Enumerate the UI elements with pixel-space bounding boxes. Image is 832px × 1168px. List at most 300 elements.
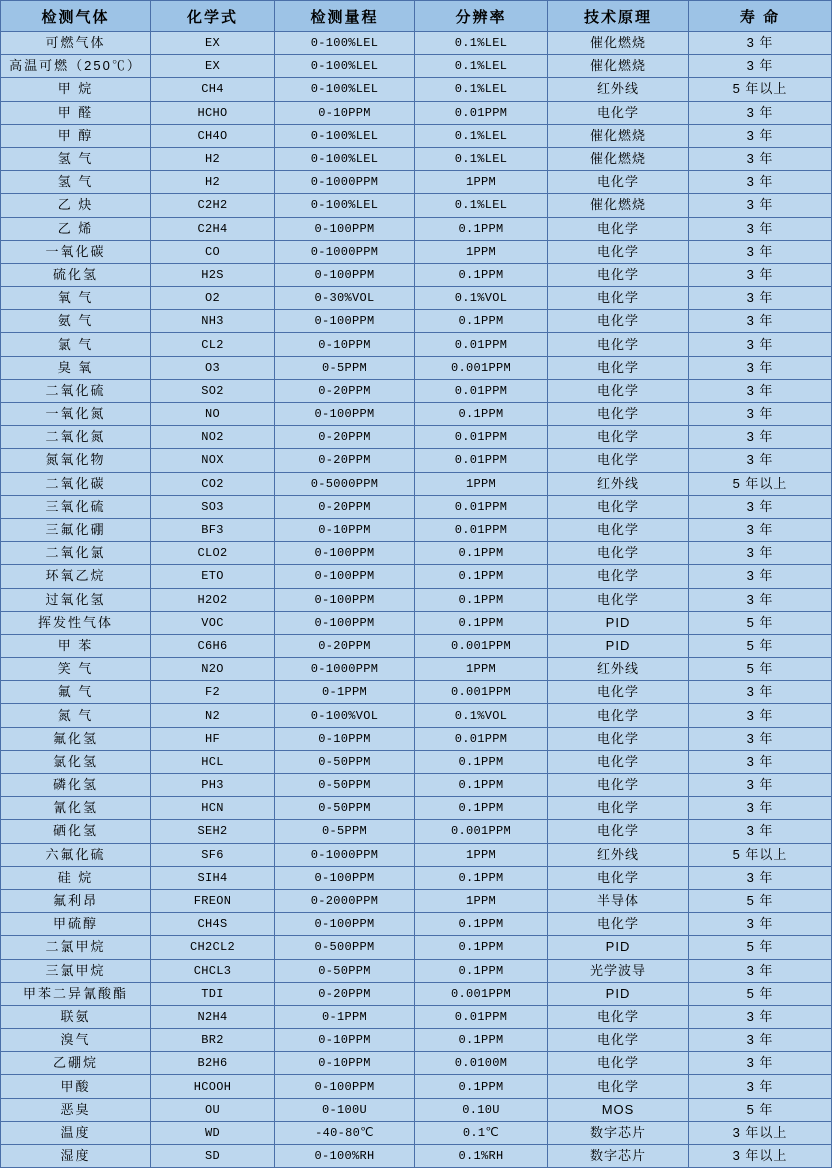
cell-life: 3 年 (689, 356, 832, 379)
cell-resolution: 0.1PPM (415, 310, 548, 333)
cell-formula: B2H6 (151, 1052, 275, 1075)
cell-resolution: 0.001PPM (415, 982, 548, 1005)
cell-life: 3 年 (689, 681, 832, 704)
cell-formula: C2H2 (151, 194, 275, 217)
cell-life: 3 年 (689, 704, 832, 727)
cell-life: 3 年 (689, 518, 832, 541)
cell-gas-name: 笑 气 (1, 658, 151, 681)
cell-principle: 电化学 (548, 565, 689, 588)
cell-gas-name: 甲酸 (1, 1075, 151, 1098)
cell-principle: 电化学 (548, 797, 689, 820)
cell-gas-name: 氨 气 (1, 310, 151, 333)
cell-range: 0-100U (275, 1098, 415, 1121)
cell-range: 0-100PPM (275, 310, 415, 333)
cell-life: 3 年 (689, 774, 832, 797)
cell-range: 0-20PPM (275, 379, 415, 402)
cell-formula: N2 (151, 704, 275, 727)
cell-life: 3 年 (689, 124, 832, 147)
cell-gas-name: 甲硫醇 (1, 913, 151, 936)
cell-life: 5 年 (689, 936, 832, 959)
cell-principle: 电化学 (548, 403, 689, 426)
cell-range: 0-100%LEL (275, 55, 415, 78)
cell-resolution: 0.1PPM (415, 588, 548, 611)
cell-formula: SD (151, 1145, 275, 1168)
cell-principle: 电化学 (548, 1075, 689, 1098)
cell-gas-name: 过氧化氢 (1, 588, 151, 611)
cell-formula: EX (151, 55, 275, 78)
table-row (1, 379, 832, 402)
cell-range: 0-100PPM (275, 866, 415, 889)
cell-resolution: 0.1PPM (415, 263, 548, 286)
cell-formula: SO2 (151, 379, 275, 402)
cell-range: 0-20PPM (275, 982, 415, 1005)
cell-principle: 电化学 (548, 727, 689, 750)
cell-resolution: 0.1PPM (415, 565, 548, 588)
cell-principle: 电化学 (548, 704, 689, 727)
cell-life: 3 年 (689, 565, 832, 588)
cell-range: 0-100PPM (275, 588, 415, 611)
cell-resolution: 0.001PPM (415, 634, 548, 657)
cell-principle: 红外线 (548, 843, 689, 866)
cell-range: 0-5PPM (275, 356, 415, 379)
cell-gas-name: 臭 氧 (1, 356, 151, 379)
cell-principle: 电化学 (548, 518, 689, 541)
cell-range: 0-50PPM (275, 750, 415, 773)
cell-formula: HF (151, 727, 275, 750)
cell-resolution: 0.1PPM (415, 866, 548, 889)
cell-principle: PID (548, 982, 689, 1005)
cell-principle: PID (548, 634, 689, 657)
cell-gas-name: 甲 醇 (1, 124, 151, 147)
cell-principle: MOS (548, 1098, 689, 1121)
column-header-gas: 检测气体 (1, 1, 151, 32)
cell-resolution: 0.1%LEL (415, 124, 548, 147)
table-row (1, 634, 832, 657)
cell-resolution: 0.10U (415, 1098, 548, 1121)
cell-principle: 电化学 (548, 542, 689, 565)
cell-gas-name: 乙 烯 (1, 217, 151, 240)
table-row (1, 1005, 832, 1028)
cell-principle: 电化学 (548, 333, 689, 356)
cell-principle: 电化学 (548, 866, 689, 889)
table-row (1, 982, 832, 1005)
cell-gas-name: 二氧化氮 (1, 426, 151, 449)
cell-resolution: 0.01PPM (415, 495, 548, 518)
column-header-principle: 技术原理 (548, 1, 689, 32)
table-row (1, 124, 832, 147)
cell-resolution: 0.01PPM (415, 333, 548, 356)
cell-resolution: 0.01PPM (415, 727, 548, 750)
cell-range: 0-100PPM (275, 913, 415, 936)
cell-gas-name: 氰化氢 (1, 797, 151, 820)
table-row (1, 78, 832, 101)
cell-resolution: 0.1%LEL (415, 32, 548, 55)
cell-principle: 电化学 (548, 240, 689, 263)
cell-formula: F2 (151, 681, 275, 704)
cell-formula: CO (151, 240, 275, 263)
cell-range: 0-100%LEL (275, 124, 415, 147)
cell-gas-name: 硒化氢 (1, 820, 151, 843)
cell-formula: BF3 (151, 518, 275, 541)
cell-range: 0-20PPM (275, 495, 415, 518)
cell-formula: NO (151, 403, 275, 426)
cell-gas-name: 硫化氢 (1, 263, 151, 286)
cell-gas-name: 二氧化硫 (1, 379, 151, 402)
cell-resolution: 0.1%LEL (415, 194, 548, 217)
cell-life: 3 年 (689, 727, 832, 750)
cell-principle: 电化学 (548, 774, 689, 797)
cell-principle: 红外线 (548, 78, 689, 101)
cell-gas-name: 氯 气 (1, 333, 151, 356)
cell-range: 0-100%LEL (275, 78, 415, 101)
cell-formula: HCHO (151, 101, 275, 124)
cell-formula: OU (151, 1098, 275, 1121)
cell-range: 0-100%LEL (275, 147, 415, 170)
cell-resolution: 0.1PPM (415, 1075, 548, 1098)
table-row (1, 426, 832, 449)
cell-life: 5 年 (689, 611, 832, 634)
cell-principle: 催化燃烧 (548, 194, 689, 217)
cell-principle: 电化学 (548, 681, 689, 704)
cell-gas-name: 高温可燃（250℃） (1, 55, 151, 78)
table-row (1, 1029, 832, 1052)
cell-range: 0-100PPM (275, 263, 415, 286)
cell-principle: 红外线 (548, 472, 689, 495)
table-row (1, 727, 832, 750)
cell-gas-name: 乙硼烷 (1, 1052, 151, 1075)
table-row (1, 101, 832, 124)
cell-gas-name: 温度 (1, 1121, 151, 1144)
table-row (1, 820, 832, 843)
cell-life: 3 年 (689, 449, 832, 472)
cell-resolution: 0.001PPM (415, 820, 548, 843)
cell-range: 0-10PPM (275, 333, 415, 356)
cell-resolution: 0.1PPM (415, 217, 548, 240)
cell-principle: 电化学 (548, 588, 689, 611)
cell-resolution: 1PPM (415, 472, 548, 495)
cell-formula: C2H4 (151, 217, 275, 240)
cell-range: 0-10PPM (275, 101, 415, 124)
cell-life: 3 年 (689, 379, 832, 402)
cell-formula: N2O (151, 658, 275, 681)
cell-principle: 电化学 (548, 495, 689, 518)
cell-principle: 电化学 (548, 1005, 689, 1028)
cell-range: 0-1PPM (275, 1005, 415, 1028)
cell-life: 5 年 (689, 889, 832, 912)
cell-principle: 催化燃烧 (548, 32, 689, 55)
cell-formula: CH2CL2 (151, 936, 275, 959)
cell-life: 5 年 (689, 658, 832, 681)
cell-principle: 电化学 (548, 263, 689, 286)
cell-formula: CH4 (151, 78, 275, 101)
cell-life: 3 年 (689, 542, 832, 565)
cell-life: 3 年以上 (689, 1145, 832, 1168)
cell-gas-name: 氢 气 (1, 147, 151, 170)
cell-gas-name: 一氧化氮 (1, 403, 151, 426)
table-row (1, 889, 832, 912)
cell-life: 3 年 (689, 1005, 832, 1028)
cell-resolution: 0.1℃ (415, 1121, 548, 1144)
table-row (1, 310, 832, 333)
cell-formula: TDI (151, 982, 275, 1005)
cell-formula: CLO2 (151, 542, 275, 565)
cell-principle: 电化学 (548, 101, 689, 124)
table-row (1, 194, 832, 217)
cell-gas-name: 环氧乙烷 (1, 565, 151, 588)
cell-life: 3 年 (689, 1029, 832, 1052)
cell-gas-name: 湿度 (1, 1145, 151, 1168)
cell-resolution: 0.1PPM (415, 1029, 548, 1052)
table-row (1, 959, 832, 982)
cell-life: 3 年 (689, 101, 832, 124)
cell-resolution: 0.1PPM (415, 611, 548, 634)
cell-resolution: 1PPM (415, 843, 548, 866)
table-row (1, 263, 832, 286)
cell-formula: HCL (151, 750, 275, 773)
cell-resolution: 0.1PPM (415, 797, 548, 820)
cell-gas-name: 甲 烷 (1, 78, 151, 101)
cell-range: 0-50PPM (275, 797, 415, 820)
table-row (1, 1052, 832, 1075)
cell-range: 0-1000PPM (275, 240, 415, 263)
cell-formula: NO2 (151, 426, 275, 449)
cell-gas-name: 三氯甲烷 (1, 959, 151, 982)
cell-formula: O3 (151, 356, 275, 379)
cell-principle: 电化学 (548, 356, 689, 379)
cell-formula: HCOOH (151, 1075, 275, 1098)
table-row (1, 472, 832, 495)
cell-principle: 催化燃烧 (548, 124, 689, 147)
cell-life: 3 年 (689, 147, 832, 170)
cell-life: 5 年以上 (689, 472, 832, 495)
table-row (1, 913, 832, 936)
cell-life: 3 年 (689, 866, 832, 889)
cell-principle: 红外线 (548, 658, 689, 681)
cell-life: 3 年 (689, 55, 832, 78)
table-row (1, 1145, 832, 1168)
cell-formula: SIH4 (151, 866, 275, 889)
table-header-row (1, 1, 832, 32)
cell-range: 0-20PPM (275, 426, 415, 449)
cell-formula: EX (151, 32, 275, 55)
cell-range: 0-100PPM (275, 217, 415, 240)
cell-formula: CH4S (151, 913, 275, 936)
cell-resolution: 0.1%RH (415, 1145, 548, 1168)
cell-range: 0-10PPM (275, 518, 415, 541)
cell-life: 3 年以上 (689, 1121, 832, 1144)
table-row (1, 542, 832, 565)
cell-resolution: 1PPM (415, 658, 548, 681)
table-row (1, 936, 832, 959)
table-row (1, 704, 832, 727)
cell-range: 0-1000PPM (275, 658, 415, 681)
cell-range: 0-10PPM (275, 1029, 415, 1052)
cell-range: 0-20PPM (275, 449, 415, 472)
cell-life: 3 年 (689, 171, 832, 194)
cell-resolution: 0.0100M (415, 1052, 548, 1075)
table-row (1, 240, 832, 263)
cell-gas-name: 乙 炔 (1, 194, 151, 217)
column-header-formula: 化学式 (151, 1, 275, 32)
cell-principle: 电化学 (548, 171, 689, 194)
cell-principle: PID (548, 611, 689, 634)
cell-range: 0-50PPM (275, 774, 415, 797)
cell-gas-name: 氮氧化物 (1, 449, 151, 472)
table-row (1, 681, 832, 704)
cell-resolution: 0.1PPM (415, 542, 548, 565)
cell-gas-name: 一氧化碳 (1, 240, 151, 263)
cell-life: 5 年以上 (689, 843, 832, 866)
column-header-resolution: 分辨率 (415, 1, 548, 32)
cell-principle: 电化学 (548, 1052, 689, 1075)
cell-life: 3 年 (689, 194, 832, 217)
cell-range: 0-100PPM (275, 611, 415, 634)
cell-resolution: 1PPM (415, 240, 548, 263)
cell-resolution: 0.1PPM (415, 774, 548, 797)
cell-formula: BR2 (151, 1029, 275, 1052)
cell-life: 3 年 (689, 32, 832, 55)
cell-resolution: 0.1%LEL (415, 78, 548, 101)
cell-principle: 电化学 (548, 449, 689, 472)
cell-gas-name: 二氧化氯 (1, 542, 151, 565)
cell-range: 0-100PPM (275, 565, 415, 588)
cell-range: 0-100%LEL (275, 32, 415, 55)
cell-principle: 电化学 (548, 913, 689, 936)
cell-range: 0-100%LEL (275, 194, 415, 217)
cell-formula: H2 (151, 147, 275, 170)
cell-life: 3 年 (689, 426, 832, 449)
cell-range: 0-20PPM (275, 634, 415, 657)
cell-formula: C6H6 (151, 634, 275, 657)
cell-formula: H2S (151, 263, 275, 286)
table-row (1, 356, 832, 379)
table-row (1, 287, 832, 310)
cell-range: -40-80℃ (275, 1121, 415, 1144)
cell-range: 0-1000PPM (275, 843, 415, 866)
cell-principle: 电化学 (548, 750, 689, 773)
cell-principle: 电化学 (548, 217, 689, 240)
table-row (1, 1121, 832, 1144)
cell-resolution: 0.1PPM (415, 913, 548, 936)
table-row (1, 55, 832, 78)
cell-formula: CH4O (151, 124, 275, 147)
cell-resolution: 0.01PPM (415, 379, 548, 402)
cell-formula: HCN (151, 797, 275, 820)
cell-principle: 数字芯片 (548, 1145, 689, 1168)
cell-formula: N2H4 (151, 1005, 275, 1028)
cell-principle: 光学波导 (548, 959, 689, 982)
cell-life: 3 年 (689, 750, 832, 773)
cell-formula: SF6 (151, 843, 275, 866)
cell-gas-name: 三氟化硼 (1, 518, 151, 541)
cell-resolution: 0.001PPM (415, 356, 548, 379)
table-row (1, 611, 832, 634)
cell-formula: PH3 (151, 774, 275, 797)
table-row (1, 217, 832, 240)
cell-gas-name: 三氧化硫 (1, 495, 151, 518)
cell-gas-name: 氯化氢 (1, 750, 151, 773)
cell-gas-name: 联氨 (1, 1005, 151, 1028)
table-row (1, 518, 832, 541)
cell-principle: 电化学 (548, 426, 689, 449)
cell-principle: 数字芯片 (548, 1121, 689, 1144)
table-row (1, 147, 832, 170)
cell-resolution: 1PPM (415, 171, 548, 194)
cell-resolution: 0.01PPM (415, 101, 548, 124)
cell-resolution: 0.01PPM (415, 1005, 548, 1028)
cell-life: 5 年 (689, 1098, 832, 1121)
cell-formula: O2 (151, 287, 275, 310)
cell-resolution: 0.01PPM (415, 518, 548, 541)
cell-resolution: 0.1%VOL (415, 704, 548, 727)
table-row (1, 843, 832, 866)
cell-range: 0-100%RH (275, 1145, 415, 1168)
column-header-range: 检测量程 (275, 1, 415, 32)
cell-principle: PID (548, 936, 689, 959)
cell-gas-name: 甲 苯 (1, 634, 151, 657)
cell-resolution: 0.01PPM (415, 426, 548, 449)
cell-range: 0-5000PPM (275, 472, 415, 495)
cell-resolution: 0.1PPM (415, 936, 548, 959)
cell-formula: SEH2 (151, 820, 275, 843)
table-row (1, 774, 832, 797)
cell-life: 3 年 (689, 588, 832, 611)
cell-gas-name: 氢 气 (1, 171, 151, 194)
table-row (1, 866, 832, 889)
cell-life: 3 年 (689, 217, 832, 240)
cell-formula: H2 (151, 171, 275, 194)
cell-range: 0-50PPM (275, 959, 415, 982)
cell-resolution: 0.1%LEL (415, 55, 548, 78)
table-row (1, 658, 832, 681)
cell-gas-name: 甲 醛 (1, 101, 151, 124)
cell-gas-name: 氟 气 (1, 681, 151, 704)
cell-formula: ETO (151, 565, 275, 588)
table-row (1, 797, 832, 820)
cell-gas-name: 六氟化硫 (1, 843, 151, 866)
table-row (1, 449, 832, 472)
table-row (1, 565, 832, 588)
cell-principle: 半导体 (548, 889, 689, 912)
cell-life: 3 年 (689, 287, 832, 310)
cell-resolution: 1PPM (415, 889, 548, 912)
cell-range: 0-2000PPM (275, 889, 415, 912)
cell-principle: 电化学 (548, 310, 689, 333)
cell-gas-name: 二氯甲烷 (1, 936, 151, 959)
cell-resolution: 0.1PPM (415, 403, 548, 426)
table-row (1, 588, 832, 611)
cell-range: 0-1000PPM (275, 171, 415, 194)
cell-formula: CHCL3 (151, 959, 275, 982)
cell-range: 0-30%VOL (275, 287, 415, 310)
cell-gas-name: 硅 烷 (1, 866, 151, 889)
cell-gas-name: 氧 气 (1, 287, 151, 310)
cell-life: 3 年 (689, 797, 832, 820)
cell-formula: WD (151, 1121, 275, 1144)
cell-principle: 电化学 (548, 1029, 689, 1052)
cell-life: 3 年 (689, 1075, 832, 1098)
cell-life: 3 年 (689, 333, 832, 356)
cell-principle: 电化学 (548, 287, 689, 310)
cell-life: 5 年 (689, 634, 832, 657)
table-row (1, 1075, 832, 1098)
cell-resolution: 0.1PPM (415, 959, 548, 982)
cell-resolution: 0.001PPM (415, 681, 548, 704)
cell-gas-name: 磷化氢 (1, 774, 151, 797)
cell-life: 3 年 (689, 403, 832, 426)
cell-formula: NH3 (151, 310, 275, 333)
cell-life: 3 年 (689, 1052, 832, 1075)
